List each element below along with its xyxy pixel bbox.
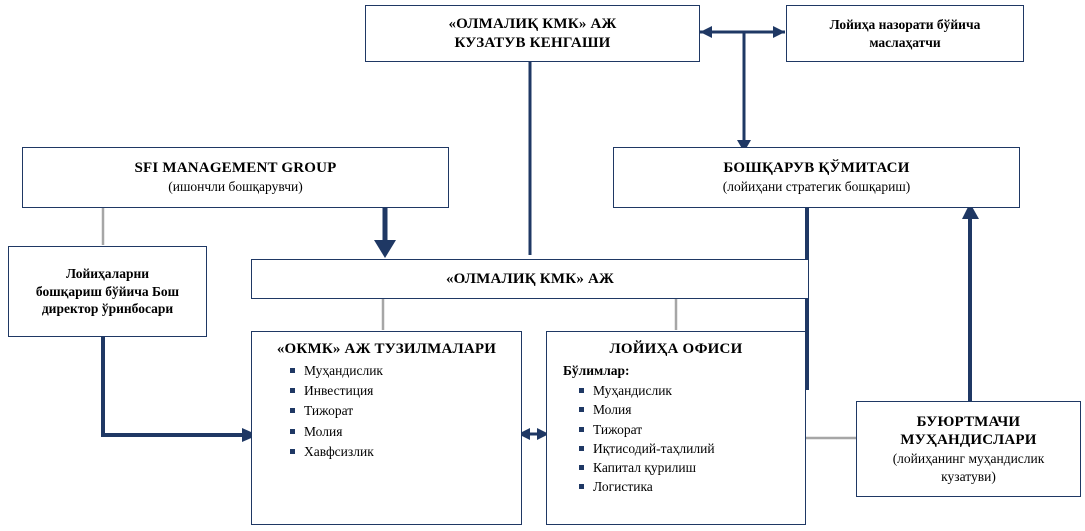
list-item: Хавфсизлик bbox=[286, 442, 383, 462]
node-supervisory-board[interactable] bbox=[365, 5, 700, 62]
almalyk-mmc-title: «ОЛМАЛИҚ КМК» АЖ bbox=[445, 270, 615, 287]
node-project-office[interactable] bbox=[546, 331, 806, 525]
list-item: Инвестиция bbox=[286, 381, 383, 401]
node-sfi-management-group[interactable] bbox=[22, 147, 449, 208]
deputy-director-line1: Лойиҳаларни bbox=[65, 266, 150, 282]
customer-engineers-subtitle-line1: (лойиҳанинг муҳандислик bbox=[892, 451, 1045, 467]
list-item: Тижорат bbox=[286, 401, 383, 421]
node-management-committee[interactable] bbox=[613, 147, 1020, 208]
list-item: Молия bbox=[575, 400, 715, 419]
customer-engineers-title-line2: МУҲАНДИСЛАРИ bbox=[900, 432, 1037, 449]
okmk-structures-title: «ОКМК» АЖ ТУЗИЛМАЛАРИ bbox=[276, 341, 497, 357]
deputy-director-line2: бошқариш бўйича Бош bbox=[35, 283, 180, 299]
node-project-supervision-consultant[interactable] bbox=[786, 5, 1024, 62]
list-item: Молия bbox=[286, 422, 383, 442]
sfi-subtitle: (ишончли бошқарувчи) bbox=[168, 179, 303, 195]
list-item: Муҳандислик bbox=[575, 381, 715, 400]
node-customer-engineers[interactable] bbox=[856, 401, 1081, 497]
project-office-list bbox=[575, 381, 715, 496]
project-office-sections-label: Бўлимлар: bbox=[563, 362, 630, 378]
project-office-title: ЛОЙИҲА ОФИСИ bbox=[609, 341, 743, 357]
node-deputy-director[interactable] bbox=[8, 246, 207, 337]
list-item: Муҳандислик bbox=[286, 361, 383, 381]
customer-engineers-subtitle-line2: кузатуви) bbox=[941, 468, 996, 484]
list-item: Логистика bbox=[575, 477, 715, 496]
deputy-director-line3: директор ўринбосари bbox=[41, 301, 174, 317]
committee-subtitle: (лойиҳани стратегик бошқариш) bbox=[722, 179, 911, 195]
sfi-title: SFI MANAGEMENT GROUP bbox=[134, 160, 337, 177]
consultant-title-line1: Лойиҳа назорати бўйича bbox=[829, 16, 981, 32]
node-almalyk-mmc[interactable] bbox=[251, 259, 809, 299]
supervisory-board-title-line1: «ОЛМАЛИҚ КМК» АЖ bbox=[448, 15, 617, 32]
customer-engineers-title-line1: БУЮРТМАЧИ bbox=[916, 413, 1021, 430]
node-okmk-structures[interactable] bbox=[251, 331, 522, 525]
list-item: Иқтисодий-таҳлилий bbox=[575, 439, 715, 458]
list-item: Тижорат bbox=[575, 420, 715, 439]
consultant-title-line2: маслаҳатчи bbox=[869, 34, 941, 50]
list-item: Капитал қурилиш bbox=[575, 458, 715, 477]
supervisory-board-title-line2: КУЗАТУВ КЕНГАШИ bbox=[454, 34, 611, 51]
okmk-structures-list bbox=[286, 361, 383, 462]
committee-title: БОШҚАРУВ ҚЎМИТАСИ bbox=[723, 160, 910, 177]
